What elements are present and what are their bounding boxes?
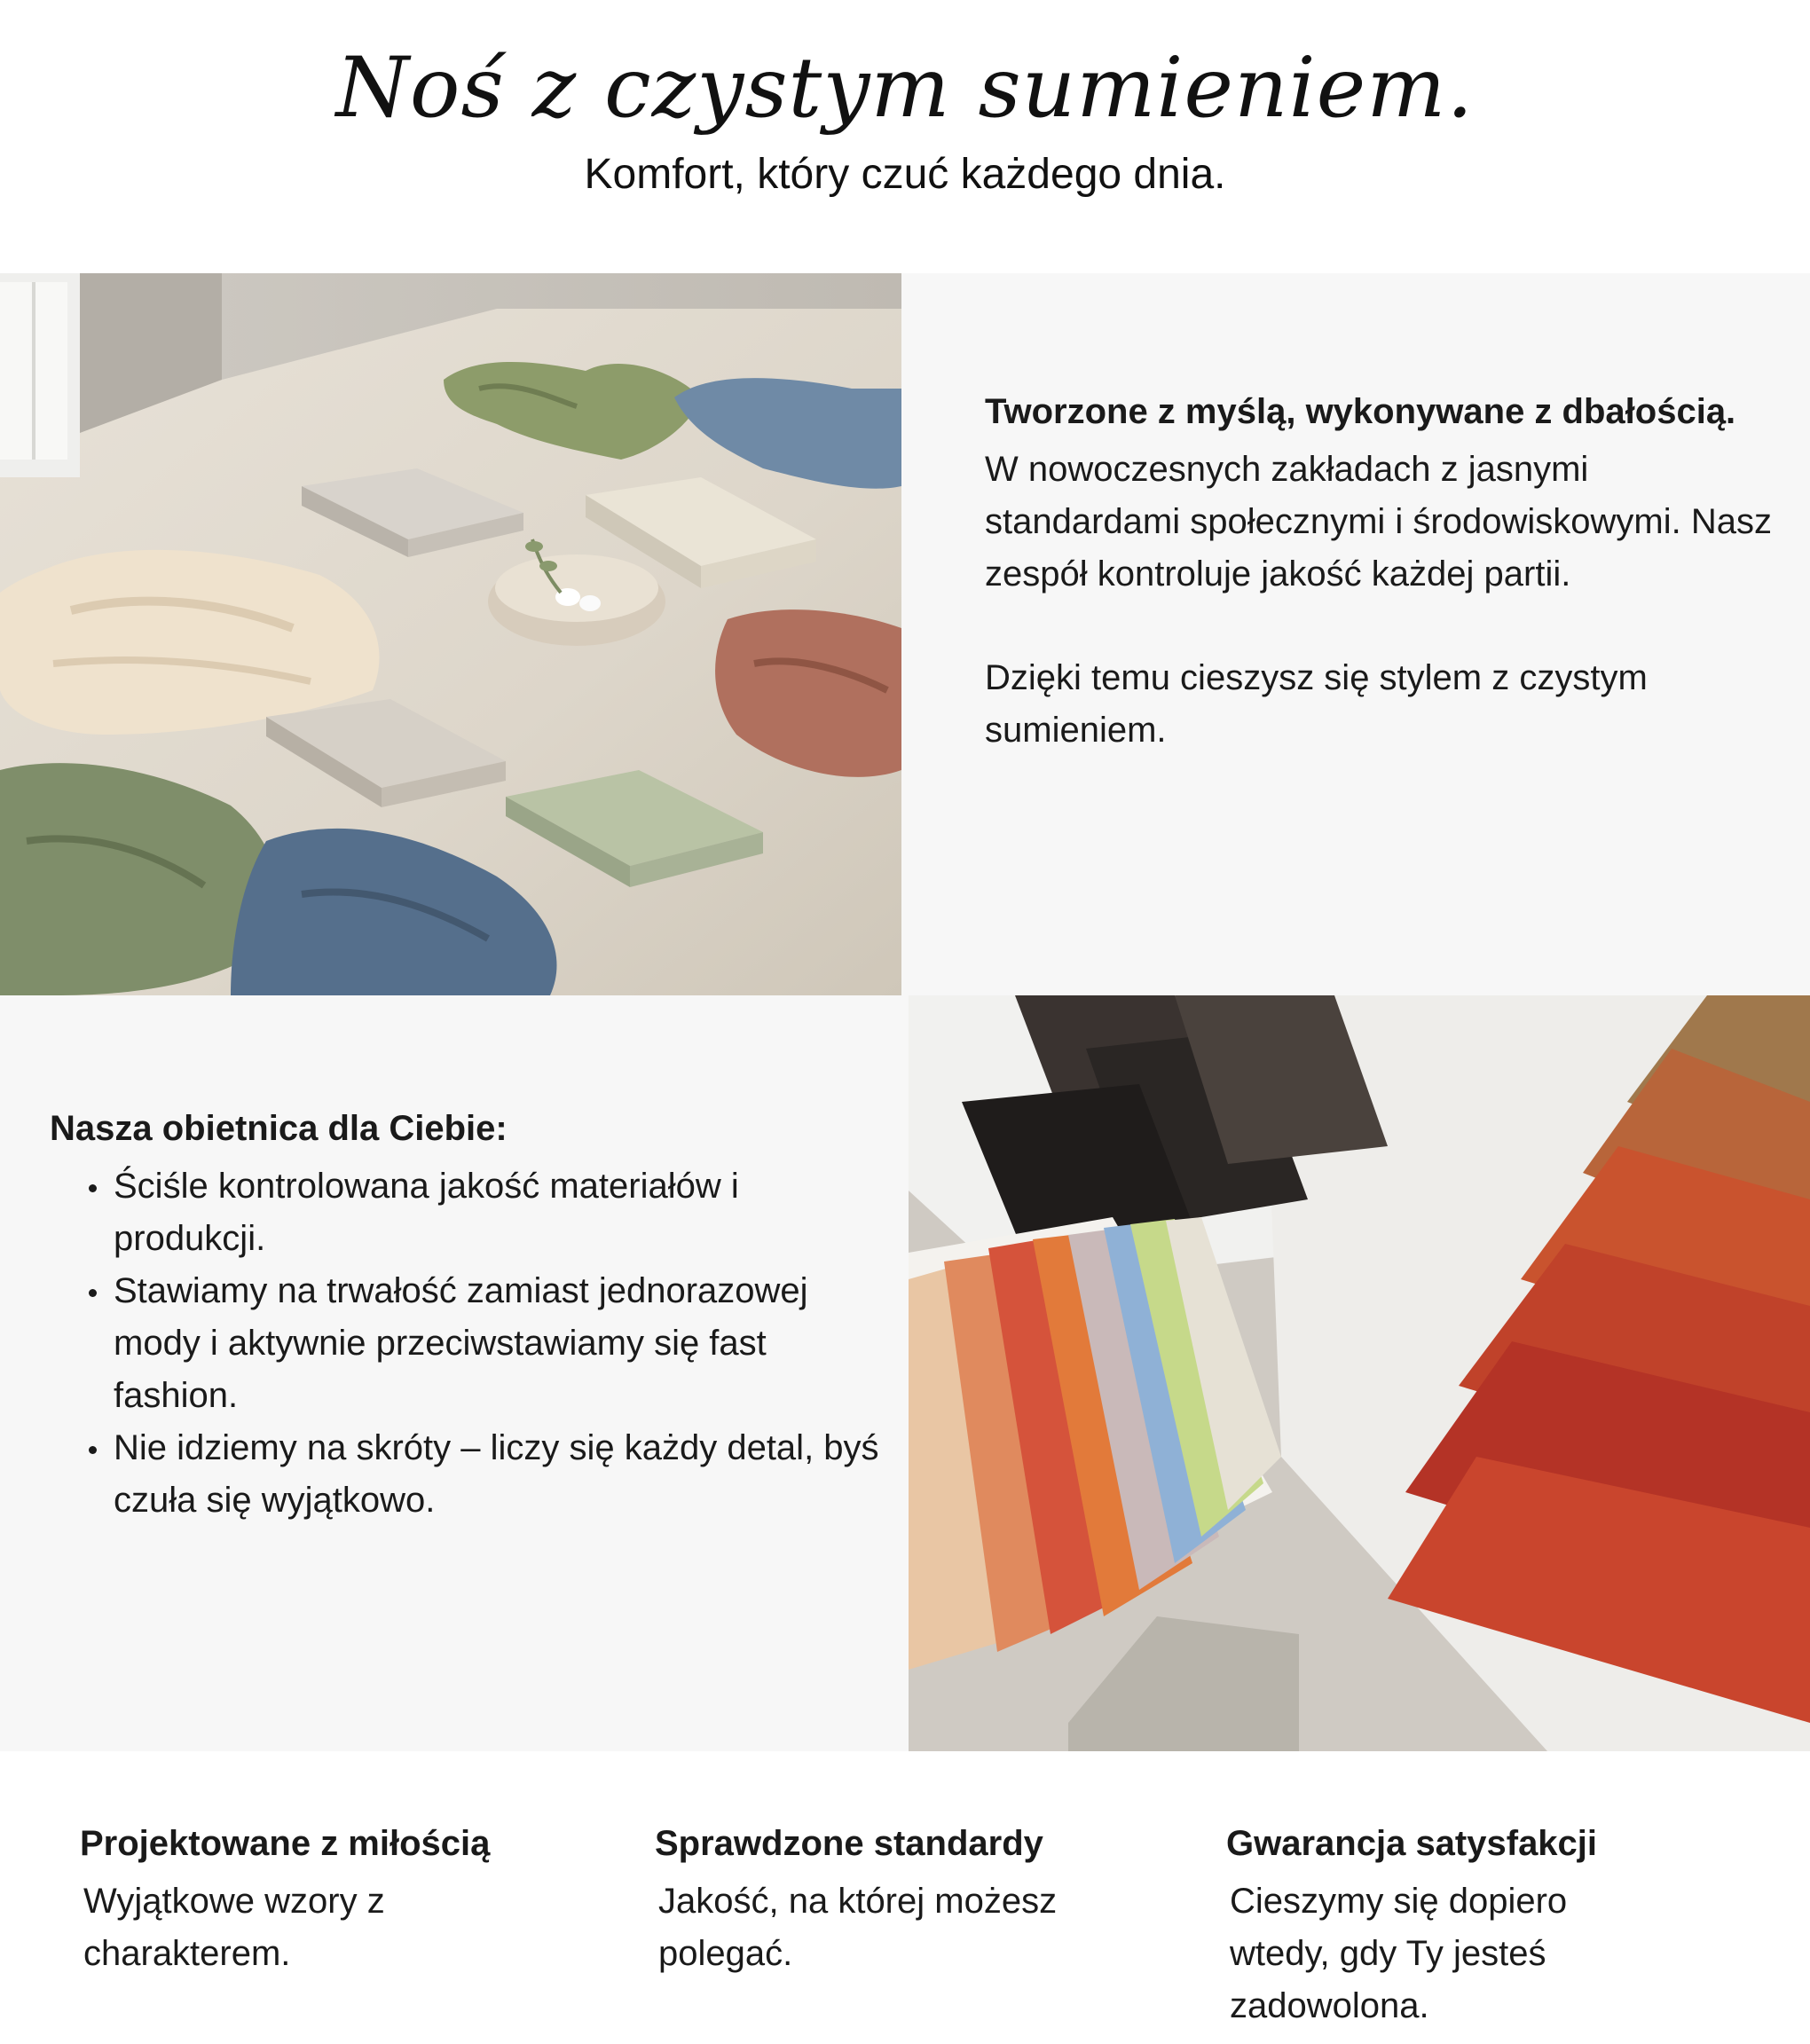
fabrics-photo: [0, 273, 901, 995]
feature-satisfaction: [1226, 1819, 1688, 2032]
swatches-photo: [909, 995, 1810, 1751]
feature-title: Projektowane z miłością: [80, 1824, 491, 1863]
craft-paragraph-2: Dzięki temu cieszysz się stylem z czystym sumieniem.: [985, 658, 1648, 750]
promise-item: Stawiamy na trwałość zamiast jednorazowej mody i aktywnie przeciwstawiamy się fast fashion.: [114, 1265, 884, 1422]
craft-heading: Tworzone z myślą, wykonywane z dbałością.: [985, 392, 1736, 431]
feature-designed: [80, 1819, 577, 1980]
craft-paragraph-1: W nowoczesnych zakładach z jasnymi standardami społecznymi i środowiskowymi. Nasz zespół kontroluje jakość każdej partii.: [985, 450, 1772, 594]
feature-text: Jakość, na której możesz polegać.: [658, 1882, 1058, 1973]
swatches-illustration: [909, 995, 1810, 1751]
hero-title: Noś z czystym sumieniem.: [335, 40, 1475, 137]
promise-item: Nie idziemy na skróty – liczy się każdy detal, byś czuła się wyjątkowo.: [114, 1422, 884, 1527]
feature-standards: [655, 1819, 1116, 1980]
fabrics-illustration: [0, 273, 901, 995]
feature-text: Cieszymy się dopiero wtedy, gdy Ty jesteś zadowolona.: [1230, 1882, 1568, 2025]
promise-item: Ściśle kontrolowana jakość materiałów i produkcji.: [114, 1160, 884, 1265]
craft-content: [985, 387, 1783, 757]
promise-list: [50, 1160, 884, 1527]
feature-text: Wyjątkowe wzory z charakterem.: [83, 1882, 385, 1973]
promise-content: [50, 1104, 884, 1527]
craft-panel: [901, 273, 1810, 995]
promise-panel: [0, 995, 909, 1751]
hero-subtitle: Komfort, który czuć każdego dnia.: [584, 151, 1226, 198]
promise-heading: Nasza obietnica dla Ciebie:: [50, 1109, 508, 1148]
feature-title: Gwarancja satysfakcji: [1226, 1824, 1598, 1863]
feature-title: Sprawdzone standardy: [655, 1824, 1043, 1863]
